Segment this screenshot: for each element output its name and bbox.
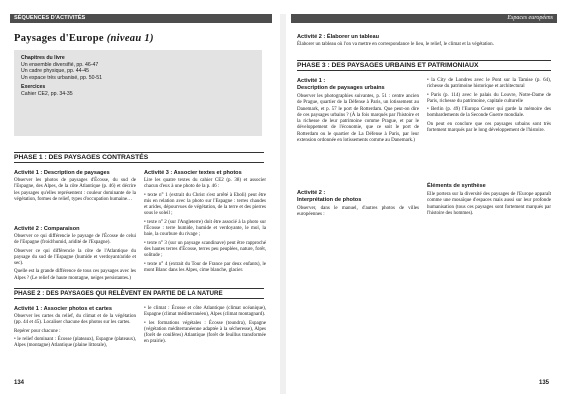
exercises-heading: Exercices — [21, 84, 46, 91]
phase3-heading: PHASE 3 : DES PAYSAGES URBAINS ET PATRIMONIAUX — [297, 60, 551, 71]
page-title — [14, 33, 154, 44]
chapter-item: Un espace très urbanisé, pp. 50-51 — [21, 74, 103, 81]
p2-climate-bullet: • le climat : Écosse et côte Atlantique (climat océanique), Espagne (climat méditerranéen), Alpes (climat montagnard). — [144, 306, 266, 318]
chapters-box — [14, 50, 262, 136]
activity3-title: Activité 3 : Associer textes et photos — [144, 170, 242, 176]
exercises-ref: Cahier CE2, pp. 34-35 — [21, 90, 73, 97]
activity2-para: Observer ce qui différencie la côte de l'Atlantique du paysage du sud de l'Espagne (humide et verdoyant/aride et sec). — [14, 248, 136, 267]
p3-activity2-title — [297, 190, 419, 204]
p2-activity1-title: Activité 1 : Associer photos et cartes — [14, 306, 113, 312]
activity1-text: Observer les photos de paysages d'Écosse, du sud de l'Espagne, des Alpes, de la côte Atlantique (p. 46) et décrire les paysages qu'elles représentent : couleur dominante de la végétation, formes de relief, types d'occupation humaine… — [14, 178, 136, 202]
p3-activity2-subtitle: Interprétation de photos — [297, 196, 362, 203]
p3-activity2-text: Observer, dans le manuel, d'autres photos de villes européennes : — [297, 206, 419, 218]
right-running-header: Espaces européens — [291, 14, 557, 23]
activity2-table-title: Activité 2 : Élaborer un tableau — [297, 34, 380, 40]
synthesis-text: Elle portera sur la diversité des paysages de l'Europe apparaît comme une mosaïque d'espaces mais aussi sur leur profonde humanisation (tous ces paysages sont fortement marqués par l'histoire des hommes). — [427, 192, 551, 216]
left-running-header: SÉQUENCES D'ACTIVITÉS — [10, 14, 272, 23]
phase1-heading: PHASE 1 : DES PAYSAGES CONTRASTÉS — [14, 152, 264, 163]
p2-vegetation-bullet: • les formations végétales : Écosse (toundra), Espagne (végétation méditerranéenne adaptée à la sécheresse), Alpes (forêt de conifères) Atlantique (forêt de feuillus transformée en prairie). — [144, 320, 266, 345]
activity1-title: Activité 1 : Description de paysages — [14, 170, 110, 176]
conclusion-para: On peut en conclure que ces paysages urbains sont très fortement marqués par le long développement de l'histoire. — [427, 121, 551, 134]
p2-activity1-para: Observer les cartes du relief, du climat et de la végétation (pp. 44 et 45). Localiser chacune des photos sur les cartes. — [14, 314, 136, 326]
city-bullet: • la City de Londres avec le Pont sur la Tamise (p. 64), richesse du patrimoine historique et architectural — [427, 78, 551, 90]
synthesis-title: Éléments de synthèse — [427, 183, 486, 189]
phase2-heading: PHASE 2 : DES PAYSAGES QUI RELÈVENT EN PARTIE DE LA NATURE — [14, 288, 264, 299]
activity3-bullet: • texte n° 2 (sur l'Angleterre) doit être associé à la photo sur l'Écosse : terre humide, humide et verdoyante, le mol, la baie, la courbure du rivage ; — [144, 219, 266, 238]
city-bullet: • Berlin (p. 49) l'Europa Center qui garde la mémoire des bombardements de la Seconde Guerre mondiale. — [427, 107, 551, 119]
chapter-item: Un cadre physique, pp. 44-45 — [21, 68, 90, 75]
activity2-para: Observer ce qui différencie le paysage de l'Écosse de celui de l'Espagne (froid/humid, aridité de l'Espagne). — [14, 234, 136, 246]
activity2-text — [14, 234, 136, 284]
p2-column2-text — [144, 306, 266, 348]
p3-activity2-label: Activité 2 : — [297, 190, 326, 196]
chapter-item: Un ensemble diversifié, pp. 46-47 — [21, 61, 99, 68]
page-number-right: 135 — [539, 380, 550, 386]
p3-activity1-title — [297, 78, 419, 92]
p3-column2-text — [427, 78, 551, 136]
chapters-heading: Chapitres du livre — [21, 55, 65, 61]
activity3-bullet: • texte n° 1 (extrait du Christ s'est arrêté à Eboli) peut être mis en relation avec la photo sur l'Espagne : terres chaudes et arides, dépourvues de végétation, de la terre et des pierres sous le soleil ; — [144, 192, 266, 217]
p3-activity1-text: Observer les photographies suivantes, p. 51 : centre ancien de Prague, quartier de la Défense à Paris, un lotissement au Danemark, et p. 57 le port de Rotterdam. Que peut-on dire de ces paysages urbains ? (À la fois marqués par l'histoire et la richesse de leur patrimoine comme Prague, et par le développement de l'économie, que ce soit le port de Rotterdam ou le quartier de La Défense à Paris, par leur extension ordonnée en lotissements comme au Danemark.) — [297, 94, 419, 144]
activity3-bullet: • texte n° 3 (sur un paysage scandinave) peut être rapproché des hautes terres d'Écosse, terres peu peuplées, nature, forêt, solitude ; — [144, 240, 266, 259]
page-number-left: 134 — [14, 380, 25, 386]
activity2-table-text: Élaborer un tableau où l'on va mettre en correspondance le lieu, le relief, le climat et la végétation. — [297, 42, 494, 47]
title-text: Paysages d'Europe — [14, 33, 104, 44]
p2-activity1-para: Repérer pour chacune : — [14, 328, 61, 334]
right-page — [283, 0, 566, 400]
activity2-para: Quelle est la grande différence de tous ces paysages avec les Alpes ? (Le relief de haute montagne, neiges persistantes.) — [14, 269, 136, 281]
activity2-title: Activité 2 : Comparaison — [14, 226, 80, 232]
title-level: (niveau 1) — [106, 33, 154, 44]
activity3-intro: Lire les quatre textes du cahier CE2 (p. 38) et associer chacun d'eux à une photo de la p. 46 : — [144, 178, 266, 190]
p2-activity1-bullet: • le relief dominant : Écosse (plateaux), Espagne (plateaux), Alpes (montagne) Atlantique (plaine littorale), — [14, 336, 136, 349]
p2-activity1-text — [14, 314, 136, 351]
city-bullet: • Paris (p. 114) avec le palais du Louvre, Notre-Dame de Paris, richesse du patrimoine, capitale culturelle — [427, 92, 551, 104]
activity3-text — [144, 178, 266, 276]
p3-activity1-label: Activité 1 : — [297, 78, 326, 84]
activity3-bullet: • texte n° 4 (extrait du Tour de France par deux enfants), le mont Blanc dans les Alpes, cime blanche, glacier. — [144, 261, 266, 273]
p3-activity1-subtitle: Description de paysages urbains — [297, 84, 385, 91]
